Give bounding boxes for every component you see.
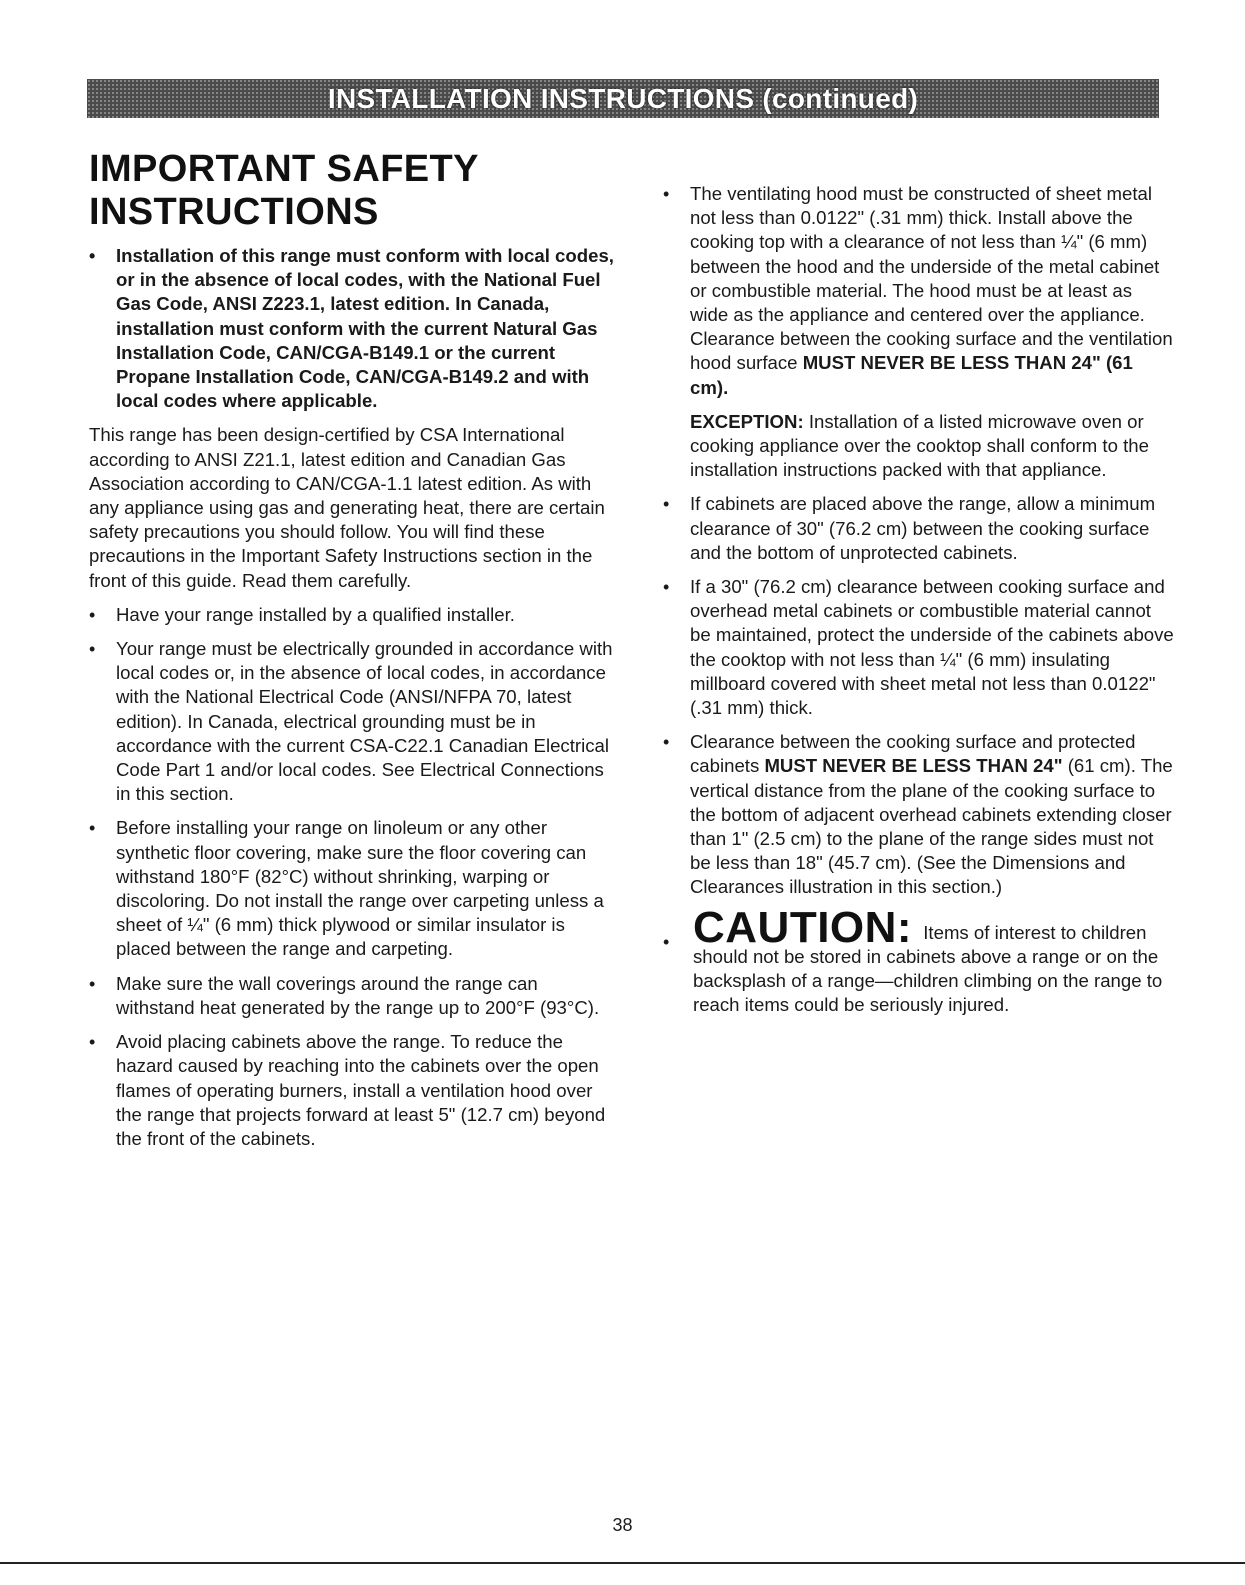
list-item-text: Avoid placing cabinets above the range. To reduce the hazard caused by reaching into the cabinets over the open flames of operating burners, install a ventilation hood over the range that projects forward at least 5" (12.7 cm) beyond the front of the cabinets. <box>116 1031 606 1149</box>
bullet-icon: • <box>663 732 670 753</box>
list-item-text: Make sure the wall coverings around the range can withstand heat generated by the range up to 200°F (93°C). <box>116 972 600 1018</box>
bullet-item-protect <box>663 575 1175 720</box>
bullet-icon: • <box>89 246 96 266</box>
list-item-text: Your range must be electrically grounded in accordance with local codes or, in the absence of local codes, in accordance with the National Electrical Code (ANSI/NFPA 70, latest edition). In Canada, electrical grounding must be in accordance with the current CSA-C22.1 Canadian Electrical Code Part 1 and/or local codes. See Electrical Connections in this section. <box>116 638 613 805</box>
title-line-2: INSTRUCTIONS <box>89 191 379 233</box>
footer-rule <box>0 1562 1245 1564</box>
right-column <box>663 182 1175 1018</box>
bullet-item-hood <box>663 182 1175 400</box>
bullet-icon: • <box>89 604 96 625</box>
bullet-item-floor <box>89 816 617 961</box>
page-title <box>89 148 617 234</box>
section-banner <box>87 79 1159 118</box>
bullet-icon: • <box>89 973 96 994</box>
bullet-icon: • <box>663 577 670 598</box>
page-number: 38 <box>612 1515 633 1535</box>
bullet-item-installer <box>89 603 617 627</box>
intro-paragraph: This range has been design-certified by CSA International according to ANSI Z21.1, latest edition and Canadian Gas Association according to CAN/CGA-1.1 latest edition. As with any appliance using gas and generating heat, there are certain safety precautions you should follow. You will find these precautions in the Important Safety Instructions section in the front of this guide. Read them carefully. <box>89 424 605 591</box>
list-item-text: If cabinets are placed above the range, allow a minimum clearance of 30" (76.2 cm) between the cooking surface and the bottom of unprotected cabinets. <box>690 493 1156 563</box>
exception-text: Installation of a listed microwave oven or cooking appliance over the cooktop shall conform to the installation instructions packed with that appliance. <box>690 410 1149 481</box>
bullet-icon: • <box>663 184 670 204</box>
title-line-1: IMPORTANT SAFETY <box>89 148 479 190</box>
bullet-icon: • <box>89 1032 96 1053</box>
exception-label: EXCEPTION: <box>690 410 804 432</box>
bullet-item-clearance <box>663 492 1175 565</box>
bullet-icon: • <box>89 818 96 839</box>
exception-paragraph <box>663 410 1175 483</box>
bullet-item-wall <box>89 972 617 1020</box>
caution-first-line: Items of interest to children <box>923 921 1147 943</box>
bullet-icon: • <box>89 639 96 660</box>
hood-warning: MUST NEVER BE LESS THAN 24" (61 cm). <box>690 352 1133 398</box>
list-item-text: If a 30" (76.2 cm) clearance between cooking surface and overhead metal cabinets or combustible material cannot be maintained, protect the underside of the cabinets above the cooktop with not less than ¼" (6 mm) insulating millboard covered with sheet metal not less than 0.0122" (.31 mm) thick. <box>690 576 1174 719</box>
caution-rest: should not be stored in cabinets above a range or on the backsplash of a range—children climbing on the range to reach items could be seriously injured. <box>693 945 1163 1016</box>
bullet-item-codes <box>89 244 617 413</box>
list-item-text: Before installing your range on linoleum or any other synthetic floor covering, make sure the floor covering can withstand 180°F (82°C) without shrinking, warping or discoloring. Do not install the range over carpeting unless a sheet of ¼" (6 mm) thick plywood or similar insulator is placed between the range and carpeting. <box>116 817 604 960</box>
codes-text: Installation of this range must conform with local codes, or in the absence of local codes, with the National Fuel Gas Code, ANSI Z223.1, latest edition. In Canada, installation must conform with the current Natural Gas Installation Code, CAN/CGA-B149.1 or the current Propane Installation Code, CAN/CGA-B149.2 and with local codes where applicable. <box>116 245 614 412</box>
bullet-item-grounding <box>89 637 617 806</box>
bullet-icon: • <box>663 931 670 952</box>
left-column <box>89 148 617 1161</box>
caution-block <box>663 902 1175 1018</box>
bullet-item-protected-cabinets <box>663 730 1175 899</box>
protected-post: (61 cm). The vertical distance from the plane of the cooking surface to the bottom of adjacent overhead cabinets extending closer than 1" (2.5 cm) to the plane of the range sides must not be less than 18" (45.7 cm). (See the Dimensions and Clearances illustration in this section.) <box>690 755 1173 898</box>
list-item-text: Have your range installed by a qualified installer. <box>116 603 515 625</box>
bullet-icon: • <box>663 494 670 515</box>
hood-text: The ventilating hood must be constructed of sheet metal not less than 0.0122" (.31 mm) thick. Install above the cooking top with a clearance of not less than ¼" (6 mm) between the hood and the underside of the metal cabinet or combustible material. The hood must be at least as wide as the appliance and centered over the appliance. Clearance between the cooking surface and the ventilation hood surface <box>690 183 1173 374</box>
protected-warning: MUST NEVER BE LESS THAN 24" <box>764 755 1063 777</box>
protected-pre: Clearance between the cooking surface and protected cabinets <box>690 731 1136 777</box>
caution-text-block <box>678 902 1175 1018</box>
banner-title: INSTALLATION INSTRUCTIONS (continued) <box>327 82 919 114</box>
caution-heading: CAUTION: <box>693 902 913 952</box>
bullet-item-cabinets <box>89 1030 617 1151</box>
